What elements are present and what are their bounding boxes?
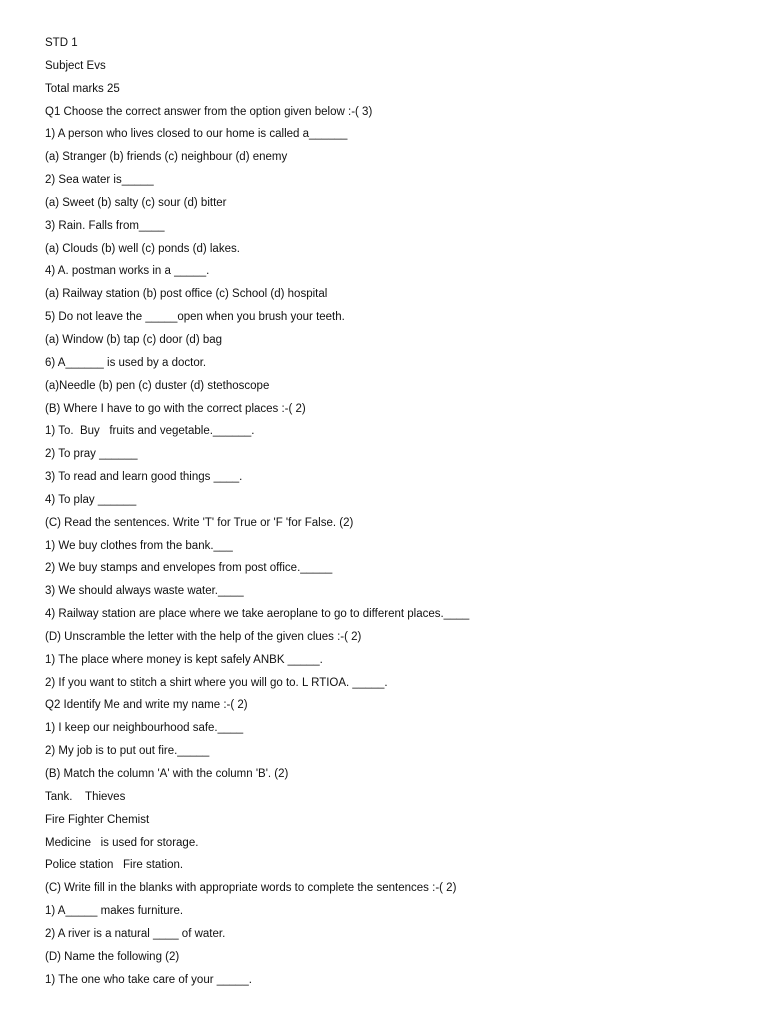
question-text: 1) We buy clothes from the bank.___ (45, 539, 233, 552)
question-text: 1) A_____ makes furniture. (45, 905, 184, 918)
question-text: 5) Do not leave the _____open when you brush your teeth. (45, 311, 345, 324)
question-text: 2) We buy stamps and envelopes from post office._____ (45, 562, 333, 575)
subject-label: Subject Evs (45, 59, 106, 72)
question-text: 4) A. postman works in a _____. (45, 265, 210, 278)
question-text: 6) A______ is used by a doctor. (45, 356, 207, 369)
match-row: Medicine is used for storage. (45, 836, 199, 849)
answer-options: (a) Railway station (b) post office (c) School (d) hospital (45, 288, 328, 301)
fill-blanks-heading: (C) Write fill in the blanks with appropriate words to complete the sentences :-( 2) (45, 882, 457, 895)
section-b-heading: (B) Where I have to go with the correct places :-( 2) (45, 402, 306, 415)
question-text: 2) If you want to stitch a shirt where you will go to. L RTIOA. _____. (45, 676, 388, 689)
class-label: STD 1 (45, 37, 78, 49)
q2-heading: Q2 Identify Me and write my name :-( 2) (45, 699, 248, 712)
question-text: 4) Railway station are place where we take aeroplane to go to different places.____ (45, 608, 470, 621)
question-text: 1) A person who lives closed to our home is called a______ (45, 128, 348, 141)
question-text: 1) I keep our neighbourhood safe.____ (45, 722, 244, 735)
question-text: 2) To pray ______ (45, 448, 138, 461)
section-d-heading: (D) Unscramble the letter with the help of the given clues :-( 2) (45, 630, 362, 643)
answer-options: (a) Sweet (b) salty (c) sour (d) bitter (45, 196, 227, 209)
question-text: 2) A river is a natural ____ of water. (45, 927, 226, 940)
name-following-heading: (D) Name the following (2) (45, 950, 180, 963)
total-marks: Total marks 25 (45, 82, 120, 95)
question-text: 4) To play ______ (45, 493, 137, 506)
answer-options: (a) Window (b) tap (c) door (d) bag (45, 333, 223, 346)
question-text: 2) My job is to put out fire._____ (45, 745, 210, 758)
section-c-heading: (C) Read the sentences. Write 'T' for True or 'F 'for False. (2) (45, 516, 354, 529)
answer-options: (a) Clouds (b) well (c) ponds (d) lakes. (45, 242, 240, 255)
question-text: 3) We should always waste water.____ (45, 585, 244, 598)
match-row: Police station Fire station. (45, 859, 184, 872)
answer-options: (a) Stranger (b) friends (c) neighbour (d) enemy (45, 151, 288, 164)
match-row: Fire Fighter Chemist (45, 813, 150, 826)
document-page (45, 34, 745, 993)
q1-heading: Q1 Choose the correct answer from the option given below :-( 3) (45, 105, 373, 118)
match-heading: (B) Match the column 'A' with the column 'B'. (2) (45, 768, 289, 780)
answer-options: (a)Needle (b) pen (c) duster (d) stethoscope (45, 379, 270, 392)
question-text: 2) Sea water is_____ (45, 174, 154, 187)
question-text: 3) Rain. Falls from____ (45, 219, 165, 232)
question-text: 1) The one who take care of your _____. (45, 973, 252, 986)
question-text: 1) To. Buy fruits and vegetable.______. (45, 425, 255, 438)
question-text: 3) To read and learn good things ____. (45, 471, 243, 484)
match-row: Tank. Thieves (45, 790, 126, 803)
question-text: 1) The place where money is kept safely ANBK _____. (45, 653, 323, 666)
